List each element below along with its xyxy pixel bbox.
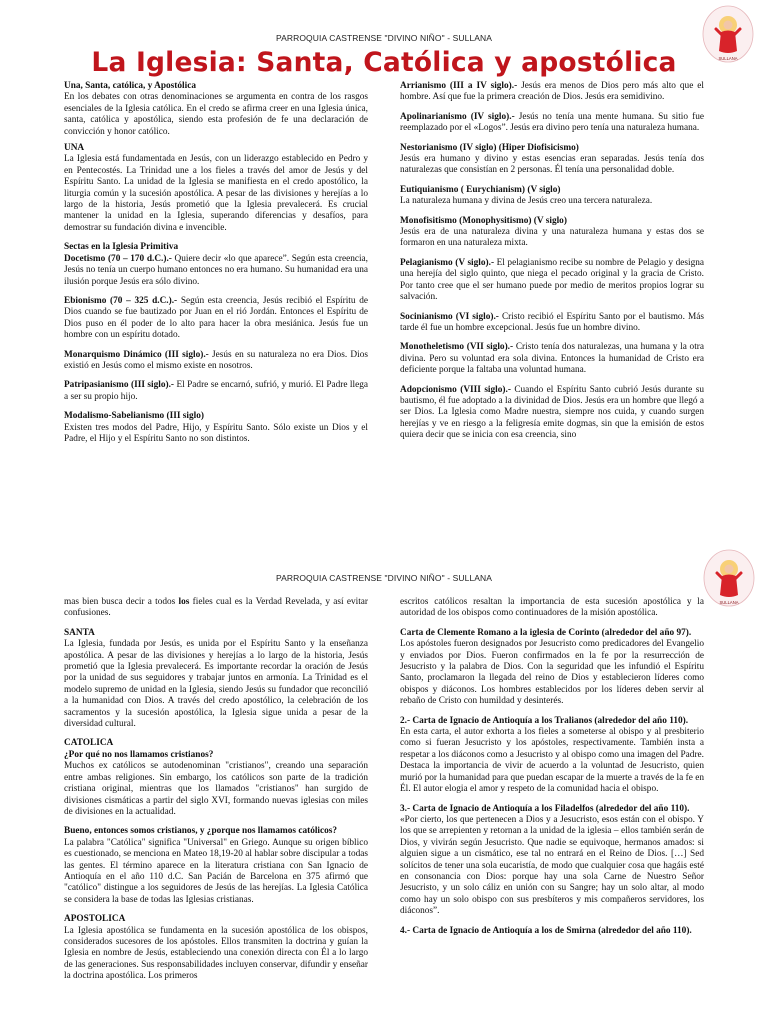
section-ebionismo bbox=[64, 296, 368, 342]
section-heading: Una, Santa, católica, y Apostólica bbox=[64, 81, 196, 91]
section-heading: Nestorianismo (IV siglo) (Hiper Diofisicismo) bbox=[400, 142, 579, 153]
section-text: Socinianismo (VI siglo).- Cristo recibió el Espíritu Santo por el bautismo. Más tarde él fue un hombre excepcional. Jesús fue un hombre divino. bbox=[400, 311, 704, 333]
section-monofisitismo bbox=[400, 216, 704, 250]
section-apostolica bbox=[64, 914, 368, 982]
section-heading: Sectas en la Iglesia Primitiva bbox=[64, 242, 179, 253]
section-heading: Carta de Clemente Romano a la iglesia de Corinto (alrededor del año 97). bbox=[400, 627, 692, 638]
term: Adopcionismo (VIII siglo).- bbox=[400, 384, 511, 395]
section-text: Apolinarianismo (IV siglo).- Jesús no tenía una mente humana. Su sitio fue reemplazado por el «Logos”. Jesús era divino pero tenía una naturaleza humana. bbox=[400, 111, 704, 134]
page2-left-column bbox=[64, 597, 368, 991]
section-heading: 3.- Carta de Ignacio de Antioquía a los Filadelfos (alrededor del año 110). bbox=[400, 803, 690, 814]
section-por-que-catolicos bbox=[64, 826, 368, 906]
section-continuation bbox=[64, 597, 368, 620]
term: Patripasianismo (III siglo).- bbox=[64, 380, 174, 391]
section-text: Jesús era humano y divino y estas esencias eran separadas. Jesús tenía dos naturalezas que consistían en 2 personas. Él tenía una personalidad doble. bbox=[400, 154, 704, 176]
page-header: PARROQUIA CASTRENSE "DIVINO NIÑO" - SULLANA bbox=[275, 573, 493, 583]
section-text: La naturaleza humana y divina de Jesús creo una tercera naturaleza. bbox=[400, 196, 653, 207]
section-text: Existen tres modos del Padre, Hijo, y Espíritu Santo. Sólo existe un Dios y el Padre, el Hijo y el Espíritu Santo no son distintos. bbox=[64, 422, 368, 444]
section-text: Pelagianismo (V siglo).- El pelagianismo recibe su nombre de Pelagio y designa una herejía del siglo quinto, que niega el pecado original y la gracia de Cristo. Por tanto cree que el ser humano puede por medio de meritos propios lograr su salvación. bbox=[400, 257, 704, 303]
term: Arrianismo (III a IV siglo).- bbox=[400, 81, 518, 91]
section-heading: CATOLICA bbox=[64, 738, 114, 749]
section-santa bbox=[64, 628, 368, 731]
term: Apolinarianismo (IV siglo).- bbox=[400, 111, 515, 122]
parish-logo-icon bbox=[703, 549, 755, 607]
section-docetismo bbox=[64, 242, 368, 288]
section-text: Patripasianismo (III siglo).- El Padre se encarnó, sufrió, y murió. El Padre llega a ser su propio hijo. bbox=[64, 380, 368, 402]
section-text: Docetismo (70 – 170 d.C.).- Quiere decir «lo que aparece”. Según esta creencia, Jesús no tenía un cuerpo humano entonces no era humano. Su humanidad era una ilusión porque Jesús era sólo divino. bbox=[64, 253, 369, 287]
svg-text:SULLANA: SULLANA bbox=[718, 56, 738, 61]
section-arrianismo bbox=[400, 81, 704, 104]
section-text: La Iglesia está fundamentada en Jesús, con un liderazgo establecido en Pedro y en Pentecostés. La Trinidad une a los fieles a través del amor de Jesús y del Espíritu Santo. La unidad de la Iglesia se manifiesta en el credo apostólico, la liturgia común y la sucesión apostólica. A pesar de las divisiones y herejías a lo largo de la historia, Jesús prometió que la Iglesia prevalecerá. Es crucial mantener la unidad en la Iglesia, superando diferencias y desafíos, para demostrar su fundación divina e invencible. bbox=[64, 154, 368, 233]
section-heading: Bueno, entonces somos cristianos, y ¿porque nos llamamos católicos? bbox=[64, 826, 338, 837]
page1-right-column bbox=[400, 81, 704, 450]
section-heading: Eutiquianismo ( Eurychianism) (V siglo) bbox=[400, 184, 561, 195]
svg-text:SULLANA: SULLANA bbox=[719, 600, 739, 605]
section-heading: Modalismo-Sabelianismo (III siglo) bbox=[64, 411, 204, 422]
section-heading: UNA bbox=[64, 143, 85, 154]
section-eutiquianismo bbox=[400, 185, 704, 208]
section-monarquismo bbox=[64, 350, 368, 373]
section-tralianos bbox=[400, 716, 704, 796]
page-2 bbox=[0, 512, 768, 1024]
section-text: Monotheletismo (VII siglo).- Cristo tenía dos naturalezas, una humana y la otra divina. Pero su voluntad era sola divina. Entonces la humanidad de Cristo era deficiente porque la faltaba una voluntad humana. bbox=[400, 342, 705, 376]
page-header: PARROQUIA CASTRENSE "DIVINO NIÑO" - SULLANA bbox=[275, 33, 493, 43]
section-text: Adopcionismo (VIII siglo).- Cuando el Espíritu Santo cubrió Jesús durante su bautismo, él fue adoptado a la divinidad de Dios. Jesús era un hombre que llegó a ser Dios. La Iglesia como Madre nuestra, siempre nos cuida, y cuando surgen herejías y ve en riesgo a la feligresía emite dogmas, sin que la emisión de estos quiera decir que se inicia con esa creencia, sino bbox=[400, 384, 704, 441]
section-text: Monarquismo Dinámico (III siglo).- Jesús en su naturaleza no era Dios. Dios existió en Jesús como el mismo existe en nosotros. bbox=[64, 349, 368, 371]
page1-left-column bbox=[64, 81, 368, 453]
section-text: La palabra "Católica" significa "Universal" en Griego. Aunque su origen bíblico es cuestionado, se menciona en Mateo 18,19-20 al hablar sobre discipular a todas las gentes. El término aparece en la literatura cristiana con San Ignacio de Antioquía en el año 110 d.C. San Pacián de Barcelona en 375 afirmó que "católico" distingue a los seguidores de Jesús de las herejías. La Iglesia Católica se considera la base de todas las Iglesias cristianas. bbox=[64, 837, 368, 905]
section-pelagianismo bbox=[400, 258, 704, 304]
section-text: mas bien busca decir a todos los fieles cual es la Verdad Revelada, y así evitar confusiones. bbox=[64, 597, 368, 619]
section-smirna bbox=[400, 926, 704, 937]
section-text: La Iglesia apostólica se fundamenta en la sucesión apostólica de los obispos, considerados sucesores de los apóstoles. Ellos transmiten la doctrina y guían la Iglesia en nombre de Jesús, estableciendo una conexión directa con Él a lo largo de las generaciones. Sus responsabilidades incluyen conservar, difundir y enseñar la doctrina apostólica. Los primeros bbox=[64, 925, 368, 982]
section-catolica bbox=[64, 738, 368, 818]
section-apolinarianismo bbox=[400, 112, 704, 135]
section-monotheletismo bbox=[400, 342, 704, 376]
section-clemente bbox=[400, 628, 704, 708]
page2-right-column bbox=[400, 597, 704, 945]
section-text: Los apóstoles fueron designados por Jesucristo como predicadores del Evangelio y enviados por Dios. Fueron confirmados en la fe por la resurrección de Jesucristo y la palabra de Dios. Con la seguridad que les infundió el Espíritu Santo, proclamaron la llegada del reino de Dios y establecieron líderes como obispos y diáconos. Los hombres establecidos por los líderes deben servir al rebaño de Cristo con humildad y desinterés. bbox=[400, 639, 704, 707]
section-text: «Por cierto, los que pertenecen a Dios y a Jesucristo, esos están con el obispo. Y los que se arrepienten y retornan a la unidad de la iglesia – ellos también serán de Dios, y vivirán según Jesucristo. Que nadie se equivoque, hermanos amados: si alguien sigue a un cismático, ese tal no entrará en el Reino de Dios. […] Sed solícitos de tener una sola eucaristía, de modo que cualquier cosa que hagáis esté en consonancia con Dios: porque hay una sola Carne de Nuestro Señor Jesucristo, y un solo cáliz en unión con su Sangre; hay un solo altar, al modo como hay un solo obispo con sus presbíteros y mis compañeros servidores, los diáconos”. bbox=[400, 814, 704, 917]
section-heading: 2.- Carta de Ignacio de Antioquía a los Tralianos (alrededor del año 110). bbox=[400, 715, 689, 726]
section-heading: Monofisitismo (Monophysitismo) (V siglo) bbox=[400, 215, 567, 226]
term: Monarquismo Dinámico (III siglo).- bbox=[64, 349, 209, 360]
section-patripasianismo bbox=[64, 380, 368, 403]
section-text: En los debates con otras denominaciones se argumenta en contra de los rasgos esenciales de la Iglesia católica. En el credo se afirma creer en una Iglesia única, santa, católica y apostólica, siendo esta profesión de fe una declaración de convicción y honor católico. bbox=[64, 92, 368, 137]
section-heading: 4.- Carta de Ignacio de Antioquía a los de Smirna (alrededor del año 110). bbox=[400, 925, 692, 936]
section-text: Muchos ex católicos se autodenominan "cristianos", creando una separación entre ambas religiones. Sin embargo, los católicos son parte de la tradición cristiana original, mientras que los llamados "cristianos" han surgido de divisiones cismáticas a partir del siglo XVI, formando nuevas iglesias con miles de divisiones en la actualidad. bbox=[64, 761, 368, 817]
section-text: escritos católicos resaltan la importancia de esta sucesión apostólica y la autoridad de los obispos como continuadores de la misión apostólica. bbox=[400, 597, 704, 619]
section-heading: SANTA bbox=[64, 627, 95, 638]
term: Ebionismo (70 – 325 d.C.).- bbox=[64, 295, 178, 306]
section-nestorianismo bbox=[400, 143, 704, 177]
section-text: Arrianismo (III a IV siglo).- Jesús era menos de Dios pero más alto que el hombre. Así que fue la primera creación de Dios. Jesús era semidivino. bbox=[400, 81, 704, 103]
section-modalismo bbox=[64, 411, 368, 445]
section-heading: APOSTOLICA bbox=[64, 914, 126, 925]
term: Monotheletismo (VII siglo).- bbox=[400, 342, 514, 353]
section-text: La Iglesia, fundada por Jesús, es unida por el Espíritu Santo y la enseñanza apostólica. A pesar de las divisiones y herejías a lo largo de la historia, Jesús prometió que la Iglesia prevalecerá. Es importante recordar la oración de Jesús por la unidad de sus seguidores y trabajar juntos en armonía. La Trinidad es el modelo supremo de unidad en la Iglesia, siendo Jesús su fundador que reconcilió a la humanidad con Dios. A través del credo apostólico, la celebración de los sacramentos y la sucesión apostólica, la Iglesia sigue unida a pesar de la diversidad cultural. bbox=[64, 639, 368, 730]
section-text: Ebionismo (70 – 325 d.C.).- Según esta creencia, Jesús recibió el Espíritu de Dios cuando se fue bautizado por Juan en el rió Jordán. Entonces el Espíritu de Dios puso en él poder de lo alto para hacer la obra mesiánica. Jesús fue un hombre con un espíritu dotado. bbox=[64, 295, 368, 341]
section-text: Jesús era de una naturaleza divina y una naturaleza humana y estas dos se formaron en una naturaleza mixta. bbox=[400, 227, 704, 249]
section-text: En esta carta, el autor exhorta a los fieles a someterse al obispo y al presbiterio como si fueran Jesucristo y los apóstoles, respectivamente. También insta a respetar a los diáconos como a Jesucristo y al obispo como una imagen del Padre. Destaca la importancia de vivir de acuerdo a la voluntad de Jesucristo, quien murió por la humanidad para que puedan escapar de la muerte a través de la fe en Él. El autor elogia el amor y respeto de la comunidad hacia el obispo. bbox=[400, 727, 704, 795]
term: Pelagianismo (V siglo).- bbox=[400, 257, 495, 268]
term: Socinianismo (VI siglo).- bbox=[400, 311, 499, 322]
section-socinianismo bbox=[400, 312, 704, 335]
section-continuation bbox=[400, 597, 704, 620]
section-una bbox=[64, 143, 368, 234]
section-subheading: ¿Por qué no nos llamamos cristianos? bbox=[64, 749, 214, 760]
document-title: La Iglesia: Santa, Católica y apostólica bbox=[91, 47, 677, 78]
section-adopcionismo bbox=[400, 385, 704, 442]
section-filadelfos bbox=[400, 804, 704, 918]
section-una-santa bbox=[64, 81, 368, 138]
term: Docetismo (70 – 170 d.C.).- bbox=[64, 253, 172, 264]
